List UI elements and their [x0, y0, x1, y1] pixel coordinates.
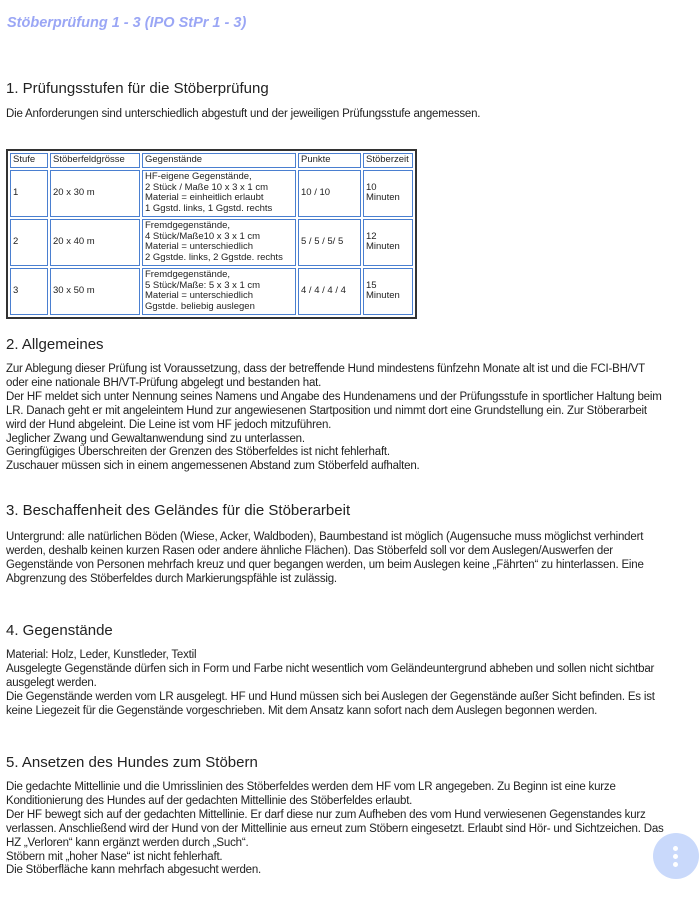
- table-cell: 3: [10, 268, 48, 315]
- cell-line: 5 Stück/Maße: 5 x 3 x 1 cm: [145, 279, 261, 291]
- page-title: Stöberprüfung 1 - 3 (IPO StPr 1 - 3): [7, 15, 247, 31]
- text-line: Abgrenzung des Stöberfeldes durch Markierungspfähle ist zulässig.: [6, 572, 337, 585]
- table-row: [10, 219, 413, 266]
- section-paragraph: [6, 781, 696, 878]
- cell-line: 1 Ggstd. links, 1 Ggstd. rechts: [145, 202, 273, 214]
- text-line: Gegenstände von Personen mehrfach kreuz und quer begangen werden, um beim Auslegen keine „Fährten“ zu hinterlassen. Eine: [6, 558, 644, 571]
- cell-line: 4 Stück/Maße10 x 3 x 1 cm: [145, 230, 261, 242]
- text-line: Geringfügiges Überschreiten der Grenzen des Stöberfeldes ist nicht fehlerhaft.: [6, 446, 390, 459]
- cell-line: Material = unterschiedlich: [145, 290, 253, 301]
- cell-line: HF-eigene Gegenstände,: [145, 171, 252, 182]
- section-heading: 4. Gegenstände: [6, 622, 113, 639]
- section-heading: 1. Prüfungsstufen für die Stöberprüfung: [6, 80, 269, 97]
- column-header: Stöberzeit: [363, 153, 413, 168]
- text-line: Der HF meldet sich unter Nennung seines Namens und Angabe des Hundenamens und der Prüfungsstufe in sportlicher Haltung beim: [6, 390, 662, 403]
- text-line: oder eine nationale BH/VT-Prüfung abgelegt und bestanden hat.: [6, 376, 322, 389]
- text-line: verlassen. Anschließend wird der Hund von der Mittellinie aus erneut zum Stöbern eingesetzt. Erlaubt sind Hör- und Sichtzeichen. Das: [6, 822, 664, 835]
- cell-line: Ggstde. beliebig auslegen: [145, 300, 255, 312]
- table-cell: 2: [10, 219, 48, 266]
- exam-levels-table: [6, 149, 417, 319]
- cell-line: 2 Stück / Maße 10 x 3 x 1 cm: [145, 181, 269, 193]
- section-heading: 5. Ansetzen des Hundes zum Stöbern: [6, 754, 258, 771]
- table-cell: 10 / 10: [298, 170, 361, 217]
- text-line: Die gedachte Mittellinie und die Umrisslinien des Stöberfeldes werden dem HF vom LR angegeben. Zu Beginn ist eine kurze: [6, 781, 616, 793]
- text-line: ausgelegt werden.: [6, 676, 97, 689]
- cell-line: Minuten: [366, 241, 400, 252]
- text-line: Stöbern mit „hoher Nase“ ist nicht fehlerhaft.: [6, 850, 223, 863]
- cell-line: 12: [366, 230, 377, 242]
- text-line: Jeglicher Zwang und Gewaltanwendung sind zu unterlassen.: [6, 432, 305, 445]
- table-cell: 4 / 4 / 4 / 4: [298, 268, 361, 315]
- more-options-button[interactable]: [653, 833, 699, 879]
- text-line: Material: Holz, Leder, Kunstleder, Textil: [6, 649, 197, 661]
- column-header: Punkte: [298, 153, 361, 168]
- cell-line: Material = einheitlich erlaubt: [145, 192, 264, 203]
- text-line: keine Liegezeit für die Gegenstände vorgeschrieben. Mit dem Ansatz kann sofort nach dem Auslegen begonnen werden.: [6, 704, 598, 717]
- table-row: [10, 170, 413, 217]
- cell-line: 15: [366, 279, 377, 291]
- text-line: Die Stöberfläche kann mehrfach abgesucht werden.: [6, 864, 262, 877]
- cell-line: Fremdgegenstände,: [145, 269, 231, 280]
- text-line: Zur Ablegung dieser Prüfung ist Voraussetzung, dass der betreffende Hund mindestens fünfzehn Monate alt ist und die FCI-BH/VT: [6, 363, 645, 375]
- text-line: werden, deshalb keinen kurzen Rasen oder andere ähnliche Flächen). Das Stöberfeld soll vor dem Auslegen/Auswerfen der: [6, 544, 613, 557]
- text-line: Untergrund: alle natürlichen Böden (Wiese, Acker, Waldboden), Baumbestand ist möglich (Augensuche muss möglichst verhindert: [6, 531, 644, 543]
- table-cell: [142, 170, 296, 217]
- text-line: wird der Hund abgeleint. Die Leine ist vom HF jedoch mitzuführen.: [6, 418, 332, 431]
- table-cell: [142, 268, 296, 315]
- text-line: Zuschauer müssen sich in einem angemessenen Abstand zum Stöberfeld aufhalten.: [6, 460, 420, 473]
- cell-line: Fremdgegenstände,: [145, 220, 231, 231]
- table-cell: [363, 170, 413, 217]
- cell-line: 10: [366, 181, 377, 193]
- table-header-row: [10, 153, 413, 168]
- column-header: Stufe: [10, 153, 48, 168]
- table-cell: 20 x 40 m: [50, 219, 140, 266]
- section-heading: 2. Allgemeines: [6, 336, 104, 353]
- text-line: HZ „Verloren“ kann ergänzt werden durch „Such“.: [6, 836, 249, 849]
- text-line: LR. Danach geht er mit angeleintem Hund zur angewiesenen Startposition und nimmt dort eine Grundstellung ein. Zur Stöberarbeit: [6, 404, 647, 417]
- column-header: Gegenstände: [142, 153, 296, 168]
- cell-line: Minuten: [366, 192, 400, 203]
- text-line: Die Gegenstände werden vom LR ausgelegt. HF und Hund müssen sich bei Auslegen der Gegenstände außer Sicht befinden. Es ist: [6, 690, 655, 703]
- text-line: Der HF bewegt sich auf der gedachten Mittellinie. Er darf diese nur zum Aufheben des vom Hund verwiesenen Gegenstandes kurz: [6, 808, 646, 821]
- text-line: Konditionierung des Hundes auf der gedachten Mittellinie des Stöberfeldes erlaubt.: [6, 794, 413, 807]
- table-cell: 30 x 50 m: [50, 268, 140, 315]
- table-cell: [363, 219, 413, 266]
- table-cell: 1: [10, 170, 48, 217]
- column-header: Stöberfeldgrösse: [50, 153, 140, 168]
- text-line: Ausgelegte Gegenstände dürfen sich in Form und Farbe nicht wesentlich vom Geländeuntergrund abheben und sollen nicht sichtbar: [6, 662, 655, 675]
- text-line: Die Anforderungen sind unterschiedlich abgestuft und der jeweiligen Prüfungsstufe angemessen.: [6, 108, 481, 120]
- section-paragraph: [6, 649, 696, 719]
- section-heading: 3. Beschaffenheit des Geländes für die Stöberarbeit: [6, 502, 351, 519]
- table-cell: [363, 268, 413, 315]
- cell-line: Material = unterschiedlich: [145, 241, 253, 252]
- table-cell: 5 / 5 / 5/ 5: [298, 219, 361, 266]
- section-paragraph: [6, 531, 696, 587]
- cell-line: 2 Ggstde. links, 2 Ggstde. rechts: [145, 251, 283, 263]
- section-paragraph: [6, 108, 696, 122]
- cell-line: Minuten: [366, 290, 400, 301]
- table-cell: [142, 219, 296, 266]
- table-cell: 20 x 30 m: [50, 170, 140, 217]
- table-row: [10, 268, 413, 315]
- section-paragraph: [6, 363, 696, 474]
